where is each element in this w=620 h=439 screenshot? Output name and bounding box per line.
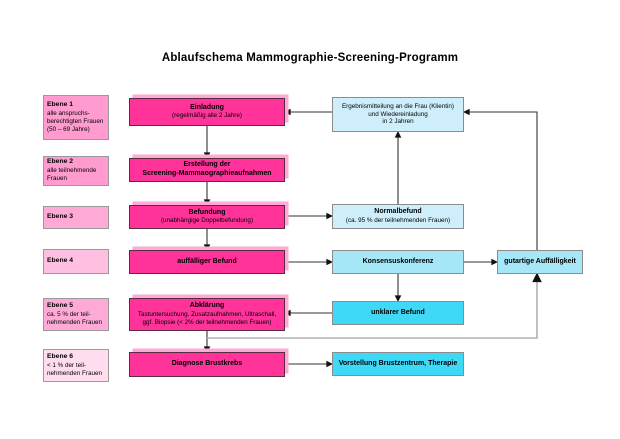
box-abklaerung	[129, 298, 285, 331]
level-title: Ebene 3	[47, 213, 74, 221]
box-ergebnismitteilung	[332, 97, 464, 132]
box-title: Abklärung	[189, 302, 225, 310]
box-subtitle: (ca. 95 % der teilnehmenden Frauen)	[345, 216, 451, 224]
box-line: in 2 Jahren	[382, 118, 414, 126]
box-title: Erstellung der	[183, 161, 231, 169]
box-unklarer-befund	[332, 301, 464, 325]
level-line: Frauen	[47, 175, 67, 183]
box-subtitle: Tastuntersuchung, Zusatzaufnahmen, Ultraschall,	[137, 311, 277, 319]
box-title: Diagnose Brustkrebs	[171, 360, 243, 368]
box-subtitle: (unabhängige Doppelbefundung)	[160, 217, 254, 225]
box-diagnose-brustkrebs	[129, 352, 285, 377]
box-title: unklarer Befund	[371, 308, 425, 316]
arrow-gutartig-to-ergebnis	[464, 112, 537, 250]
level-box-ebene-6	[43, 349, 109, 382]
box-title: Einladung	[190, 103, 224, 111]
level-title: Ebene 2	[47, 158, 74, 166]
box-auffaelliger-befund	[129, 250, 285, 274]
level-line: berechtigten Frauen	[47, 117, 104, 125]
box-title: Vorstellung Brustzentrum, Therapie	[338, 359, 458, 367]
level-box-ebene-2	[43, 156, 109, 186]
level-box-ebene-5	[43, 298, 109, 331]
box-line: und Wiedereinladung	[368, 110, 428, 118]
level-line: (50 – 69 Jahre)	[47, 126, 90, 133]
box-konsensuskonferenz	[332, 250, 464, 274]
box-normalbefund	[332, 204, 464, 229]
level-line: alle anspruchs-	[47, 109, 90, 117]
box-title: auffälliger Befund	[177, 257, 237, 265]
level-line: alle teilnehmende	[47, 167, 97, 175]
level-line: < 1 % der teil-	[47, 361, 87, 369]
level-line: nehmenden Frauen	[47, 318, 102, 326]
level-box-ebene-1	[43, 95, 109, 140]
box-befundung	[129, 205, 285, 229]
level-line: ca. 5 % der teil-	[47, 310, 91, 318]
box-subtitle: (regelmäßig alle 2 Jahre)	[172, 112, 242, 120]
level-title: Ebene 4	[47, 257, 74, 265]
box-erstellung	[129, 158, 285, 182]
level-box-ebene-3	[43, 206, 109, 229]
box-subtitle: ggf. Biopsie (< 2% der teilnehmenden Frauen)	[142, 318, 272, 326]
level-box-ebene-4	[43, 249, 109, 274]
box-line: Ergebnismitteilung an die Frau (Klientin)	[341, 102, 454, 110]
level-title: Ebene 5	[47, 301, 74, 309]
box-title: Screening-Mammaographieaufnahmen	[142, 170, 272, 177]
box-title: Befundung	[188, 208, 226, 216]
box-vorstellung-brustzentrum	[332, 352, 464, 376]
level-title: Ebene 6	[47, 352, 74, 360]
box-gutartige-auffaelligkeit	[497, 250, 583, 274]
level-line: nehmenden Frauen	[47, 369, 102, 377]
box-title: gutartige Auffälligkeit	[504, 257, 576, 265]
level-title: Ebene 1	[47, 100, 74, 108]
box-title: Normalbefund	[374, 208, 422, 216]
box-title: Konsensuskonferenz	[362, 257, 434, 265]
box-einladung	[129, 98, 285, 126]
page-title: Ablaufschema Mammographie-Screening-Programm	[161, 52, 459, 64]
